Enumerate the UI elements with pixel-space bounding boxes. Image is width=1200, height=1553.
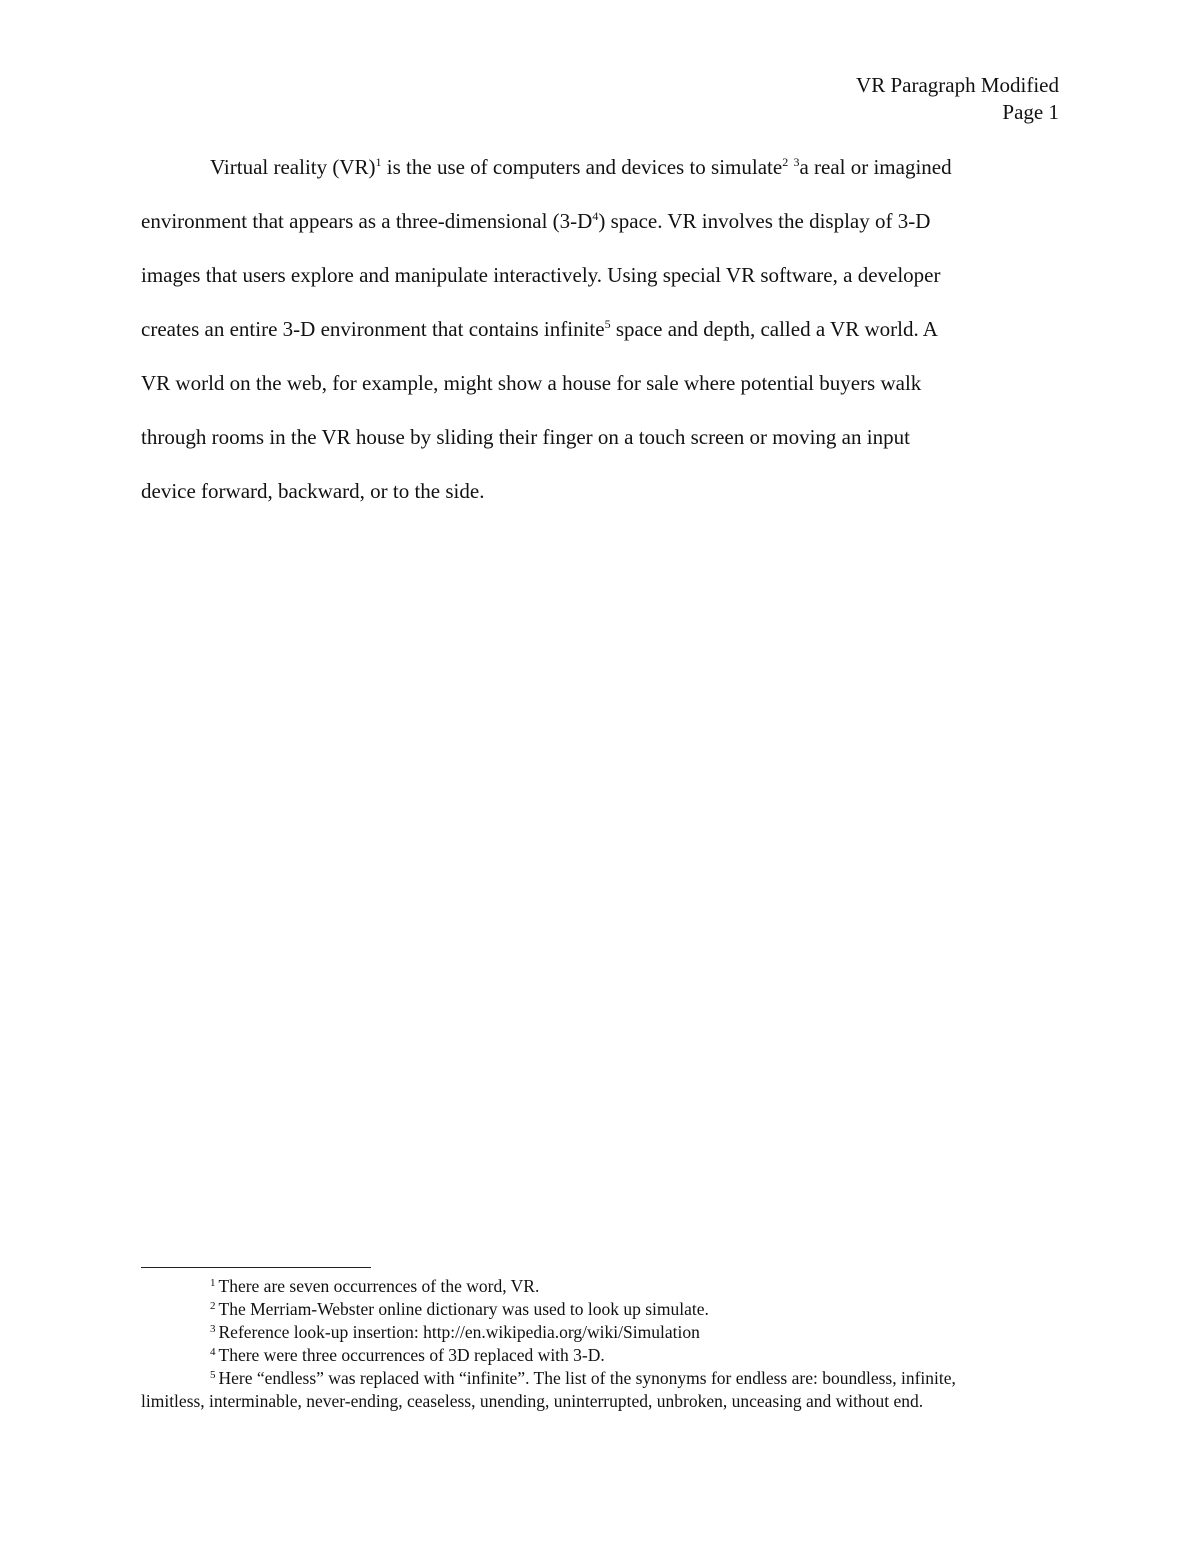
body-line: Virtual reality (VR)$^1$ is the use of computers and devices to simulate$^2$ $^3$a real or imagined [210, 155, 952, 179]
footnote-mark: 4 [210, 1346, 216, 1358]
body-paragraph [141, 140, 1059, 518]
body-line: through rooms in the VR house by sliding their finger on a touch screen or moving an input [141, 425, 910, 449]
body-line: device forward, backward, or to the side. [141, 479, 485, 503]
footnote-4 [141, 1344, 1059, 1367]
footnote-text: Reference look-up insertion: http://en.wikipedia.org/wiki/Simulation [218, 1322, 700, 1342]
footnote-text: Here “endless” was replaced with “infinite”. The list of the synonyms for endless are: boundless, infinite, [218, 1368, 956, 1388]
body-line: creates an entire 3-D environment that contains infinite$^5$ space and depth, called a VR world. A [141, 317, 938, 341]
footnote-separator [141, 1267, 371, 1268]
footnote-ref-3[interactable]: 3 [793, 155, 800, 169]
footnote-mark: 5 [210, 1369, 216, 1381]
footnote-text: There were three occurrences of 3D replaced with 3-D. [218, 1345, 605, 1365]
footnote-mark: 2 [210, 1300, 216, 1312]
footnote-5 [141, 1367, 1059, 1390]
page-header [856, 72, 1059, 126]
body-line: VR world on the web, for example, might show a house for sale where potential buyers walk [141, 371, 922, 395]
footnote-mark: 3 [210, 1323, 216, 1335]
page-number: Page 1 [1002, 100, 1059, 124]
footnote-ref-1[interactable]: 1 [375, 155, 382, 169]
footnote-2 [141, 1298, 1059, 1321]
footnote-5-continuation: limitless, interminable, never-ending, ceaseless, unending, uninterrupted, unbroken, unceasing and without end. [141, 1391, 924, 1411]
footnote-1 [141, 1275, 1059, 1298]
body-line: images that users explore and manipulate interactively. Using special VR software, a developer [141, 263, 941, 287]
footnote-ref-2[interactable]: 2 [782, 155, 789, 169]
footnote-text: The Merriam-Webster online dictionary was used to look up simulate. [218, 1299, 709, 1319]
document-title: VR Paragraph Modified [856, 73, 1059, 97]
footnote-text: There are seven occurrences of the word, VR. [218, 1276, 540, 1296]
footnote-ref-4[interactable]: 4 [592, 209, 599, 223]
footnote-ref-5[interactable]: 5 [604, 317, 611, 331]
footnotes [141, 1275, 1059, 1413]
footnote-3 [141, 1321, 1059, 1344]
footnote-mark: 1 [210, 1277, 216, 1289]
body-line: environment that appears as a three-dimensional $(3-D^4)$ space. VR involves the display of 3-D [141, 209, 931, 233]
